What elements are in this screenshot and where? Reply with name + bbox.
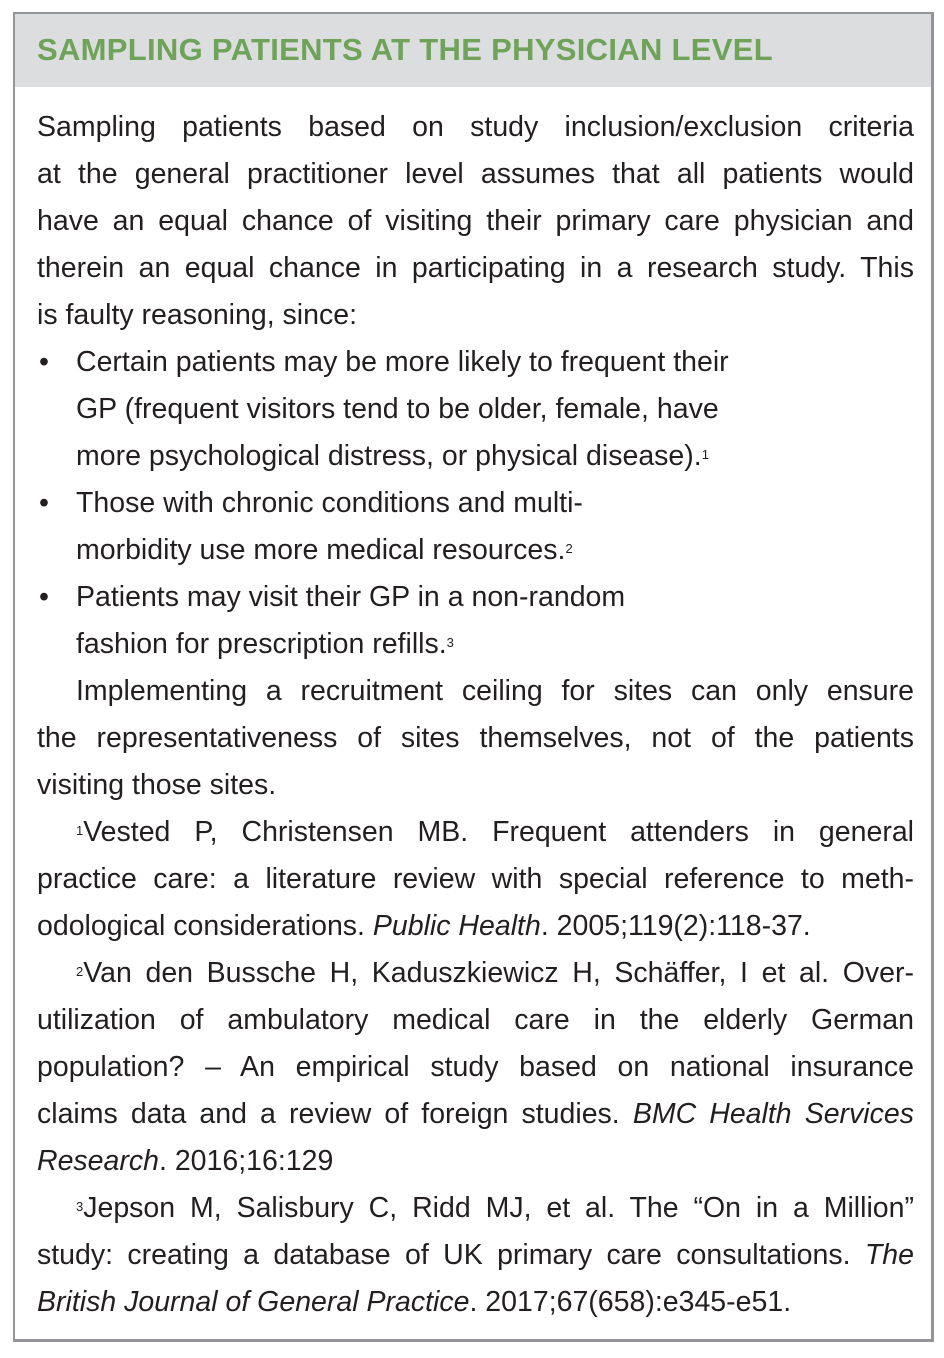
journal-title: BMC Health Services bbox=[632, 1098, 914, 1130]
text-line bbox=[37, 997, 914, 1044]
text-segment: GP (frequent visitors tend to be older, female, have bbox=[76, 393, 719, 425]
text-line bbox=[37, 151, 914, 198]
bullet-icon: • bbox=[39, 487, 49, 519]
text-segment: at the general practitioner level assumes that all patients would bbox=[37, 158, 914, 190]
text-line bbox=[37, 386, 914, 433]
journal-title: Research bbox=[37, 1145, 159, 1177]
text-line bbox=[37, 715, 914, 762]
journal-title: Public Health bbox=[372, 910, 541, 942]
text-segment: Van den Bussche H, Kaduszkiewicz H, Schäffer, I et al. Over- bbox=[83, 957, 914, 989]
text-segment: more psychological distress, or physical disease). bbox=[76, 440, 702, 472]
bullet-item-line bbox=[37, 480, 914, 527]
footnote-marker: 3 bbox=[76, 1199, 84, 1214]
text-segment: odological considerations. bbox=[37, 910, 373, 942]
journal-title: The bbox=[864, 1239, 914, 1271]
text-segment: practice care: a literature review with special reference to meth- bbox=[37, 863, 914, 895]
sidebar-box bbox=[13, 12, 934, 1342]
text-line bbox=[37, 1091, 914, 1138]
text-segment: study: creating a database of UK primary care consultations. bbox=[37, 1239, 865, 1271]
header-band bbox=[15, 14, 931, 87]
text-line bbox=[37, 762, 914, 809]
bullet-icon: • bbox=[39, 346, 49, 378]
text-segment: have an equal chance of visiting their primary care physician and bbox=[37, 205, 914, 237]
text-line bbox=[37, 104, 914, 151]
text-line bbox=[37, 621, 914, 668]
text-segment: utilization of ambulatory medical care in the elderly German bbox=[37, 1004, 914, 1036]
text-segment: . 2017;67(658):e345-e51. bbox=[469, 1286, 792, 1318]
text-line bbox=[37, 809, 914, 856]
footnote-marker: 1 bbox=[76, 823, 84, 838]
text-segment: Certain patients may be more likely to frequent their bbox=[76, 346, 729, 378]
bullet-item-line bbox=[37, 339, 914, 386]
text-segment: therein an equal chance in participating in a research study. This bbox=[37, 252, 914, 284]
text-line bbox=[37, 527, 914, 574]
text-segment: Implementing a recruitment ceiling for sites can only ensure bbox=[76, 675, 914, 707]
text-line bbox=[37, 1279, 914, 1326]
text-line bbox=[37, 950, 914, 997]
text-segment: visiting those sites. bbox=[37, 769, 277, 801]
text-line bbox=[37, 292, 914, 339]
text-line bbox=[37, 668, 914, 715]
text-segment: Jepson M, Salisbury C, Ridd MJ, et al. The “On in a Million” bbox=[83, 1192, 914, 1224]
text-segment: Those with chronic conditions and multi- bbox=[76, 487, 583, 519]
text-segment: Patients may visit their GP in a non-random bbox=[76, 581, 626, 613]
text-line bbox=[37, 245, 914, 292]
footnote-marker: 1 bbox=[701, 447, 709, 462]
text-line bbox=[37, 903, 914, 950]
text-line bbox=[37, 856, 914, 903]
box-body bbox=[37, 104, 914, 1326]
journal-title: British Journal of General Practice bbox=[37, 1286, 470, 1318]
footnote-marker: 3 bbox=[446, 635, 454, 650]
footnote-marker: 2 bbox=[76, 964, 84, 979]
text-line bbox=[37, 1044, 914, 1091]
box-title: SAMPLING PATIENTS AT THE PHYSICIAN LEVEL bbox=[37, 32, 773, 67]
bullet-icon: • bbox=[39, 581, 49, 613]
footnote-marker: 2 bbox=[565, 541, 573, 556]
text-segment: Sampling patients based on study inclusion/exclusion criteria bbox=[37, 111, 914, 143]
text-segment: . 2005;119(2):118-37. bbox=[540, 910, 811, 942]
text-line bbox=[37, 1232, 914, 1279]
text-segment: Vested P, Christensen MB. Frequent attenders in general bbox=[83, 816, 914, 848]
text-segment: fashion for prescription refills. bbox=[76, 628, 447, 660]
text-line bbox=[37, 433, 914, 480]
text-segment: morbidity use more medical resources. bbox=[76, 534, 566, 566]
text-line bbox=[37, 1185, 914, 1232]
text-segment: population? – An empirical study based on national insurance bbox=[37, 1051, 914, 1083]
text-segment: the representativeness of sites themselves, not of the patients bbox=[37, 722, 914, 754]
text-line bbox=[37, 1138, 914, 1185]
text-line bbox=[37, 198, 914, 245]
text-segment: is faulty reasoning, since: bbox=[37, 299, 357, 331]
text-segment: . 2016;16:129 bbox=[158, 1145, 334, 1177]
text-segment: claims data and a review of foreign studies. bbox=[37, 1098, 633, 1130]
bullet-item-line bbox=[37, 574, 914, 621]
